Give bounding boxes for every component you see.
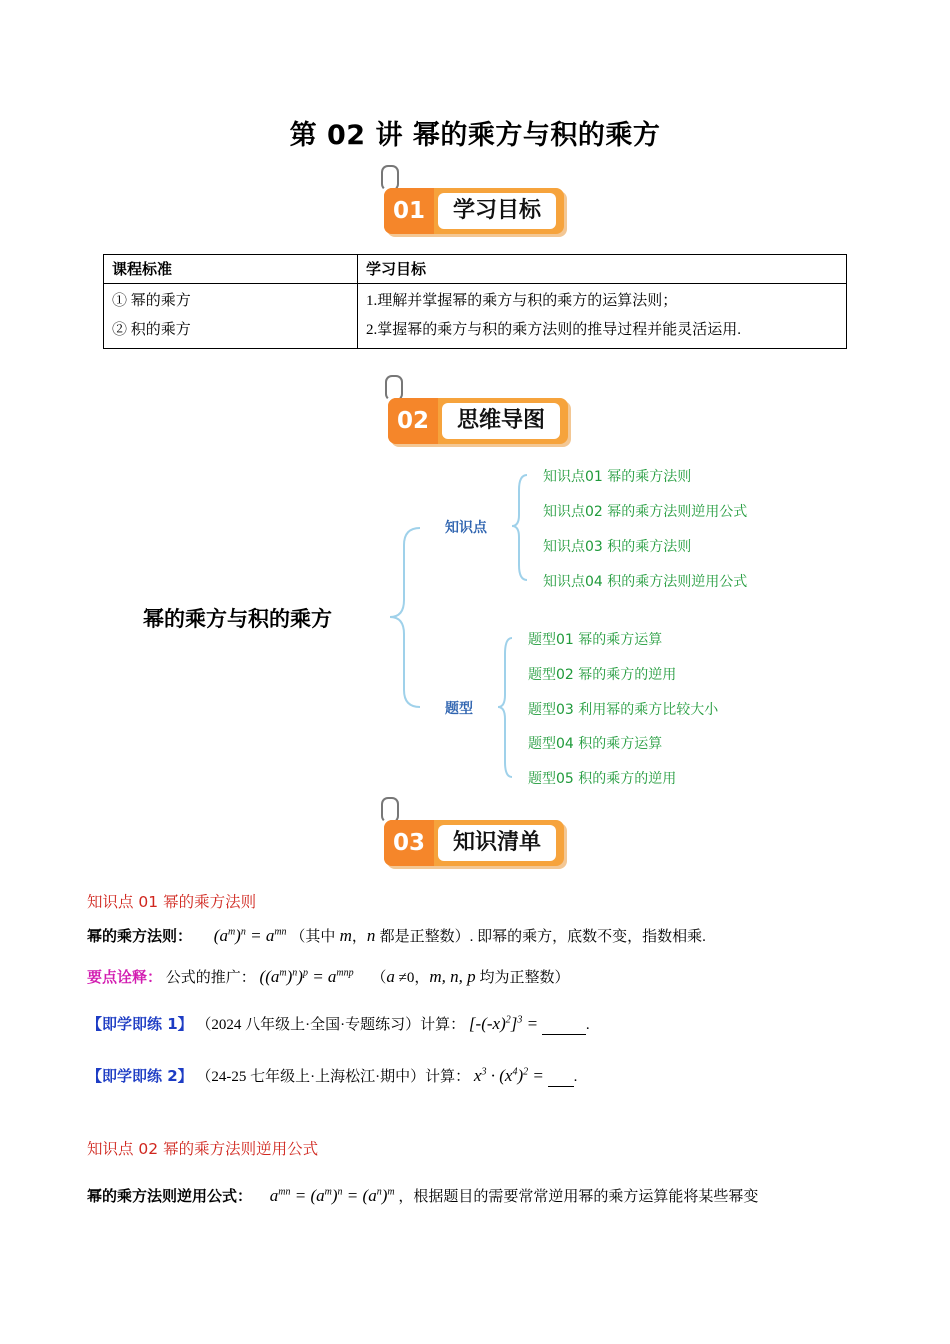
mindmap-leaf: 知识点02 幂的乘方法则逆用公式 [543, 504, 748, 520]
note-condition: （a ≠0，m, n, p 均为正整数） [371, 967, 570, 986]
mindmap-leaf: 题型02 幂的乘方的逆用 [528, 667, 677, 683]
section-number: 02 [388, 398, 438, 444]
table-header: 课程标准 [104, 255, 358, 284]
mindmap-leaf: 知识点04 积的乘方法则逆用公式 [543, 574, 748, 590]
knowledge-point-title: 知识点 02 幂的乘方法则逆用公式 [87, 1140, 319, 1158]
mindmap-leaf: 知识点01 幂的乘方法则 [543, 469, 692, 485]
mindmap-category-knowledge: 知识点 [445, 520, 487, 536]
exercise-label: 【即学即练 1】 [87, 1015, 193, 1033]
section-number: 01 [384, 188, 434, 234]
section-number: 03 [384, 820, 434, 866]
rule-line [87, 925, 706, 946]
reverse-rule-formula: $a^{mn} = (a^m)^n = (a^n)^m$ [269, 1186, 395, 1205]
mindmap-category-types: 题型 [445, 701, 473, 717]
reverse-rule-label: 幂的乘方法则逆用公式： [87, 1187, 253, 1205]
list-item: ① 幂的乘方 [112, 293, 191, 309]
exercise-label: 【即学即练 2】 [87, 1067, 193, 1085]
section-label: 学习目标 [438, 193, 556, 229]
exercise-2: 【即学即练 2】 （24-25 七年级上·上海松江·期中）计算： $x^3 \cdot (x^4)^2$ = . [87, 1066, 578, 1085]
exercise-formula: $[-(-x)^2]^3$ = [468, 1014, 539, 1033]
section-label: 思维导图 [442, 403, 560, 439]
knowledge-point-title: 知识点 01 幂的乘方法则 [87, 893, 257, 911]
mindmap-leaf: 题型04 积的乘方运算 [528, 736, 663, 752]
note-text: 公式的推广： [165, 970, 256, 986]
mindmap-leaf: 题型05 积的乘方的逆用 [528, 771, 677, 787]
type-brace [498, 638, 512, 777]
reverse-rule-line [87, 1185, 758, 1206]
rule-formula: $(a^m)^n = a^{mn}$ [213, 926, 287, 945]
mindmap-leaf: 题型03 利用幂的乘方比较大小 [528, 702, 719, 718]
rule-text: （其中 m，n 都是正整数）. 即幂的乘方，底数不变，指数相乘. [290, 926, 706, 945]
mindmap-leaf: 知识点03 积的乘方法则 [543, 539, 692, 555]
mindmap-leaf: 题型01 幂的乘方运算 [528, 632, 663, 648]
note-formula: $((a^m)^n)^p = a^{mnp}$ [259, 967, 354, 986]
list-item: ② 积的乘方 [112, 322, 191, 338]
exercise-1: 【即学即练 1】 （2024 八年级上·全国·专题练习）计算： $[-(-x)^2]^3$ = . [87, 1014, 590, 1033]
list-item: 2.掌握幂的乘方与积的乘方法则的推导过程并能灵活运用. [366, 322, 742, 338]
section-label: 知识清单 [438, 825, 556, 861]
table-header: 学习目标 [358, 255, 847, 284]
exercise-text: （2024 八年级上·全国·专题练习）计算： [196, 1017, 466, 1033]
answer-blank[interactable] [548, 1069, 574, 1087]
mindmap-root: 幂的乘方与积的乘方 [143, 607, 332, 631]
root-brace [390, 528, 420, 707]
exercise-text: （24-25 七年级上·上海松江·期中）计算： [196, 1069, 471, 1085]
exercise-formula: $x^3 \cdot (x^4)^2$ = [473, 1066, 544, 1085]
section-badge-03 [384, 810, 574, 872]
answer-blank[interactable] [542, 1017, 586, 1035]
page-title: 第 02 讲 幂的乘方与积的乘方 [289, 120, 661, 151]
reverse-rule-text: ，根据题目的需要常常逆用幂的乘方运算能将某些幂变 [398, 1189, 759, 1205]
knowledge-brace [512, 475, 527, 580]
list-item: 1.理解并掌握幂的乘方与积的乘方的运算法则； [366, 293, 678, 309]
note-label: 要点诠释： [87, 968, 163, 986]
note-line [87, 966, 569, 987]
rule-label: 幂的乘方法则： [87, 927, 193, 945]
